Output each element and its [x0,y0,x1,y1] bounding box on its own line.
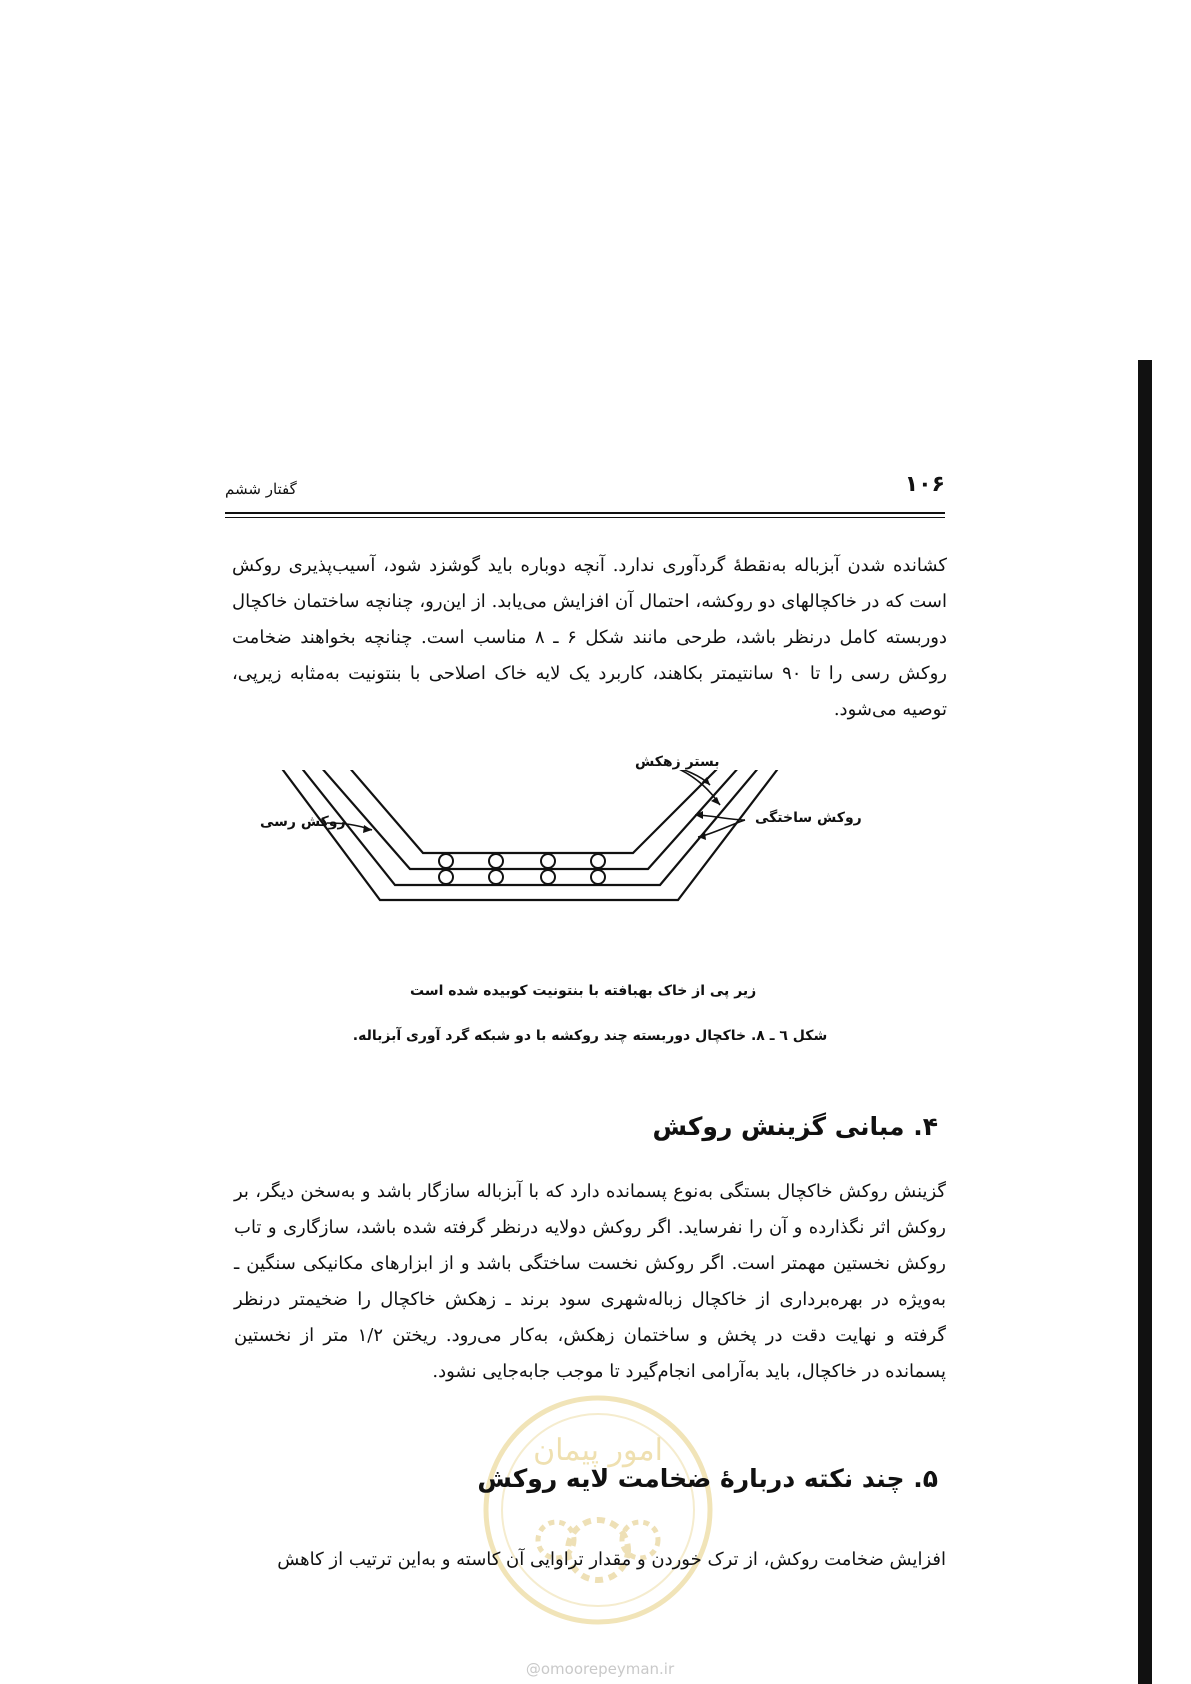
seal-graphic [478,1390,718,1630]
chapter-title: گفتار ششم [225,480,297,498]
section-4-paragraph: گزینش روکش خاکچال بستگی به‌نوع پسمانده دارد که با آبزباله سازگار باشد و به‌سخن دیگر، بر روکش اثر نگذارده و آن را نفرساید. اگر روکش دولایه درنظر گرفته شده باشد، سازگاری و تاب روکش نخستین مهمتر است. اگر روکش نخست ساختگی باشد و از ابزارهای مکانیکی سنگین ـ به‌ویژه در بهره‌برداری از خاکچال زباله‌شهری سود برند ـ زهکش خاکچال را ضخیمتر درنظر گرفته و نهایت دقت در پخش و ساختمان زهکش، به‌کار می‌رود. ریختن ۱/۲ متر از نخستین پسمانده در خاکچال، باید به‌آرامی انجام‌گیرد تا موجب جابه‌جایی نشود. [234,1181,947,1382]
label-drain-bed: بستر زهکش [635,754,720,770]
svg-text:امور پیمان: امور پیمان [533,1433,663,1468]
page-header [225,472,945,506]
label-synthetic-liner: روکش ساختگی [755,810,862,826]
page-edge-bar [1138,360,1152,1684]
section-5-heading: ۵. چند نکته دربارهٔ ضخامت لایه روکش [477,1464,938,1493]
figure-caption: شکل ٦ ـ ٨. خاکچال دوربسته چند روکشه با دو شبکه گرد آوری آبزباله. [352,1028,828,1044]
section-5-paragraph: افزایش ضخامت روکش، از ترک خوردن و مقدار تراوایی آن کاسته و به‌این ترتیب از کاهش [277,1549,946,1570]
site-watermark: @omoorepeyman.ir [525,1660,675,1678]
page-number: ۱۰۶ [904,472,945,497]
label-subbase: زیر پی از خاک بهبافته با بنتونیت کوبیده شده است [410,983,757,999]
publisher-seal-logo [478,1390,718,1630]
header-rule-thin [225,517,945,518]
landfill-cross-section-figure [240,754,940,1020]
label-clay-liner: روکش رسی [260,814,346,830]
intro-paragraph: کشانده شدن آبزباله به‌نقطهٔ گردآوری ندارد. آنچه دوباره باید گوشزد شود، آسیب‌پذیری روکش است که در خاکچالهای دو روکشه، احتمال آن افزایش می‌یابد. از این‌رو، چنانچه ساختمان خاکچال دوربسته کامل درنظر باشد، طرحی مانند شکل ۶ ـ ۸ مناسب است. چنانچه بخواهند ضخامت روکش رسی را تا ۹۰ سانتیمتر بکاهند، کاربرد یک لایه خاک اصلاحی با بنتونیت به‌مثابه زیرپی، توصیه می‌شود. [232,555,947,720]
section-4-heading: ۴. مبانی گزینش روکش [652,1112,938,1141]
header-rule-thick [225,512,945,514]
